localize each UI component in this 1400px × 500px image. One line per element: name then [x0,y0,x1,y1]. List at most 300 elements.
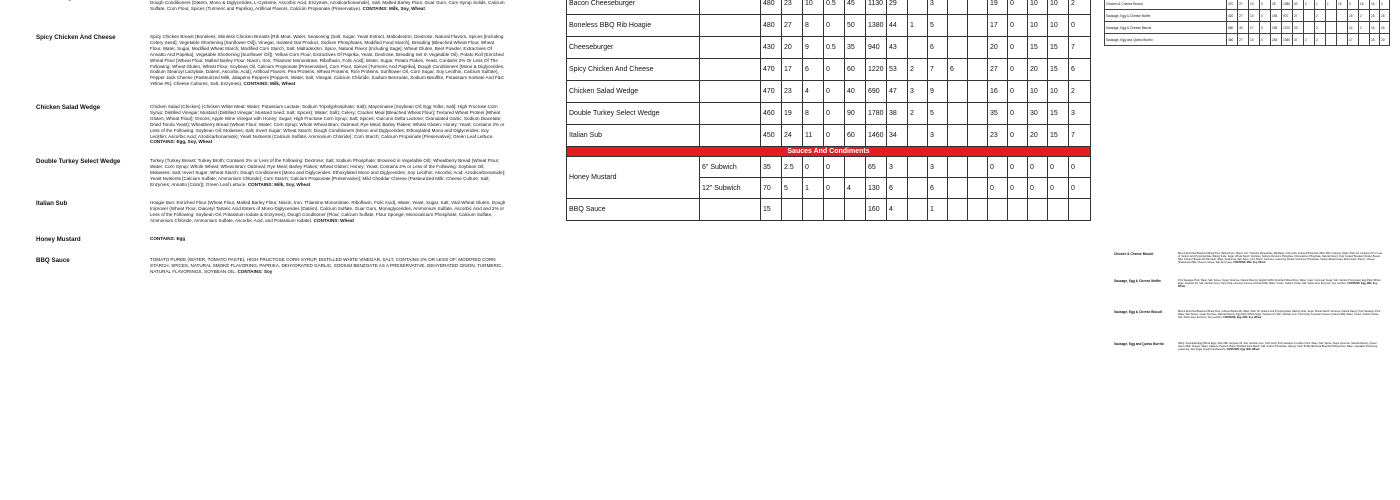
section-header: Sauces And Condiments [567,147,1091,157]
nutrient-value-cell: 35 [845,37,866,59]
nutrient-value-cell: 0 [1048,157,1069,178]
nutrient-value-cell: 17 [988,15,1008,37]
nutrient-value-cell [948,178,968,199]
nutrient-value-cell: 9 [928,81,948,103]
nutrient-value-cell [968,103,988,125]
menu-item-row [567,103,1091,125]
nutrient-value-cell: 10 [1028,15,1048,37]
nutrient-value-cell: 690 [866,81,887,103]
nutrient-value-cell: 3 [928,125,948,147]
nutrient-value-cell: 0 [1008,178,1028,199]
thumbnail-row [1105,10,1390,22]
nutrient-value-cell: 8 [803,103,824,125]
thumbnail-value-cell [1359,34,1370,46]
menu-item-row [567,15,1091,37]
nutrient-value-cell [948,199,968,221]
nutrient-value-cell [968,81,988,103]
nutrient-value-cell [908,37,928,59]
nutrient-value-cell: 6 [887,178,908,199]
nutrient-value-cell [948,15,968,37]
nutrient-value-cell: 3 [1069,103,1091,125]
nutrient-value-cell: 0 [988,157,1008,178]
ingredient-item-name: Italian Sub [36,200,68,207]
thumbnail-value-cell: 1380 [1282,0,1293,10]
thumbnail-value-cell: 1370 [1282,22,1293,34]
thumbnail-value-cell: 14 [1348,22,1359,34]
thumbnail-value-cell: 970 [1282,10,1293,22]
nutrient-value-cell: 29 [887,0,908,15]
nutrient-value-cell: 40 [845,81,866,103]
nutrient-value-cell [968,125,988,147]
ingredient-list: Hoagie Bun: Enriched Flour (Wheat Flour, Malted Barley Flour, Niacin, Iron, Thiamine Mononitrate, Riboflavin, Folic Acid), Water, Yeast, Sugar, Salt, Vital Wheat Gluten, Dough Improver (Wheat Flour, Diacetyl Tartaric Acid Esters of Mono-Diglycerides (Datem), Calcium Sulfate, Guar Gum, Monoglycerides, Ammonium Sulfate, Ascorbic Acid and 2% or Less of the Following: Soybean Oil, Potassium Iodate & Enzymes), Dough Conditioner (Flour, Calcium Sulfate, Flour Sponge, Monocalcium Phosphate, Calcium Sulfate, Ammonium Chloride, Ammonium Sulfate, Ascorbic Acid, and Potassium Iodate). [150,200,506,223]
thumbnail-ingredient-list: Biscuit (Enriched Bleached Wheat Flour (Wheat Flour, Niacin, Iron, Thiamine Mononitrate, Riboflavin, Folic Acid), Cultured Buttermilk (Skim Milk, Cultures), Water, Palm Oil, Contains 2% or Less of: Sodium Acid Pyrophosphate, Baking Soda, Sugar, Wheat Starch, Dextrose, Sodium Aluminum Phosphate, Monocalcium Phosphate, Natural Flavor), Fully Cooked Breaded Chicken Breast Fillet (Chicken Breast with Rib Meat, Water, Seasoning, Salt, Spice, Corn Starch, Dextrose, Leavening (Sodium Aluminum Phosphate, Sodium Bicarbonate), Dried Garlic, Flavor), Cheese (Pasteurized Milk, Cheese Culture, Salt, Enzymes). [1178,252,1383,265]
thumbnail-item-name: Chicken & Cheese Biscuit [1105,0,1227,10]
nutrient-value-cell: 15 [1048,125,1069,147]
menu-item-row [567,81,1091,103]
nutrient-value-cell: 23 [782,0,803,15]
menu-item-name: Chicken Salad Wedge [567,81,700,103]
nutrient-value-cell: 0 [1028,178,1048,199]
nutrient-value-cell: 7 [1069,37,1091,59]
nutrient-value-cell: 43 [887,37,908,59]
nutrient-value-cell: 15 [1048,103,1069,125]
thumbnail-value-cell: 2 [1304,0,1315,10]
nutrient-value-cell: 7 [1069,125,1091,147]
thumbnail-value-cell: 2 [1304,34,1315,46]
nutrient-value-cell: 1130 [866,0,887,15]
thumbnail-value-cell: 470 [1227,0,1238,10]
nutrient-value-cell: 23 [988,125,1008,147]
thumbnail-value-cell: 15 [1359,0,1370,10]
ingredient-item-text [150,200,506,224]
nutrient-value-cell [988,199,1008,221]
thumbnail-value-cell: 15 [1370,22,1380,34]
menu-item-name: Cheeseburger [567,37,700,59]
nutrient-value-cell: 6 [928,37,948,59]
thumbnail-value-cell [1337,34,1348,46]
nutrient-value-cell: 0 [824,125,845,147]
thumbnail-value-cell: 155 [1271,10,1282,22]
nutrient-value-cell [948,125,968,147]
thumbnail-value-cell: 2 [1315,10,1326,22]
nutrient-value-cell: 0 [824,157,845,178]
allergen-contains: CONTAINS: Wheat [313,217,354,223]
serving-size-cell [700,37,761,59]
thumbnail-value-cell [1326,34,1337,46]
ingredient-item-name: Honey Mustard [36,236,81,243]
serving-size-cell [700,125,761,147]
nutrient-value-cell: 0 [1069,15,1091,37]
thumbnail-value-cell: 0 [1348,0,1359,10]
nutrient-value-cell: 1 [908,15,928,37]
nutrient-value-cell: 11 [803,125,824,147]
menu-item-row [567,125,1091,147]
thumbnail-value-cell: 15 [1370,10,1380,22]
nutrient-value-cell: 70 [761,178,782,199]
thumbnail-value-cell: 0 [1260,22,1271,34]
nutrient-value-cell: 8 [803,15,824,37]
thumbnail-value-cell: 155 [1271,22,1282,34]
thumbnail-value-cell: 27 [1238,0,1249,10]
thumbnail-value-cell: 15 [1370,34,1380,46]
nutrient-value-cell: 0 [1008,157,1028,178]
thumbnail-value-cell: 15 [1337,0,1348,10]
nutrient-value-cell: 30 [1028,103,1048,125]
nutrient-value-cell: 2.5 [782,157,803,178]
menu-item-name: BBQ Sauce [567,199,700,221]
nutrient-value-cell: 10 [1048,0,1069,15]
nutrient-value-cell [968,59,988,81]
ingredient-list: Chicken Salad (Chicken) (Chicken White Meat; Water; Potassium Lactate; Sodium Tripolyphosphate; Salt); Mayonnaise [Soybean Oil; Egg Yolks; Salt]; High Fructose Corn Syrup; Distilled Vinegar; Mustard (Distilled Vinegar; Mustard Seed; Salt; Spices); Water; Salt); Celery; Cracker Meal [Bleached Wheat Flour]; Textured Wheat Protein [Wheat Gluten; Wheat Flour]; Onions; Apple Wine Vinegar with Honey; Sugar; High Fructose Corn Syrup; Salt; Spices; Gulcono Delta Lactone; Granulated Garlic; Sodium Diacetate; Dried Torula Yeast); Wheatberry Bread (Wheat Flour; Water; Corn Syrup; Whole Wheat Bran; Oatmeal; Rye Meal; Barley Flakes; Wheat Gluten; Honey; Yeast; Contains 2% or Less of the Following: Soybean Oil; Molasses; Salt; Invert Sugar; Wheat Starch; Dough Conditioners (Mono and Diglycerides; Ethoxylated Mono and Diglycerides; Soy Lecithin; Ascorbic Acid; Azodicarbonamide); Yeast Nutrients (Calcium Sulfate; Ammonium Chloride); Corn Starch; Calcium Propionate [Preservative]; Green Leaf Lettuce. [150,104,505,139]
nutrient-value-cell: 450 [761,125,782,147]
thumbnail-value-cell: 550 [1227,22,1238,34]
serving-size-cell [700,199,761,221]
menu-item-name: Italian Sub [567,125,700,147]
nutrient-value-cell: 90 [845,103,866,125]
nutrient-value-cell: 1220 [866,59,887,81]
nutrient-value-cell: 430 [761,37,782,59]
nutrient-value-cell: 4 [845,178,866,199]
ingredient-item-text [150,236,506,242]
nutrient-value-cell: 1780 [866,103,887,125]
serving-size-cell [700,0,761,15]
nutrient-value-cell [1069,199,1091,221]
thumbnail-ingredient-list: Biscuit (Enriched Bleached Wheat Flour, Cultured Buttermilk, Water, Palm Oil, Sodium Acid Pyrophosphate, Baking Soda, Sugar, Wheat Starch, Dextrose, Natural Flavor), Pork Sausage (Pork, Water, Salt, Spices, Sugar, Dextrose, Natural Flavors), Egg Patty (Whole Eggs, Soybean Oil, Salt, Xanthan Gum, Citric Acid), American Cheese (Cultured Milk, Water, Cream, Sodium Citrate, Salt, Sorbic Acid, Enzymes, Soy Lecithin). [1178,310,1381,320]
nutrient-value-cell: 0 [824,103,845,125]
thumbnail-value-cell: 27 [1238,10,1249,22]
nutrient-value-cell: 16 [988,81,1008,103]
thumbnail-value-cell: 1360 [1282,34,1293,46]
ingredient-item-text [150,158,506,188]
nutrient-value-cell: 44 [887,15,908,37]
nutrient-value-cell: 53 [887,59,908,81]
thumbnail-ingredient-name: Sausage, Egg and Queso Burrito [1114,342,1164,346]
nutrient-value-cell [948,103,968,125]
nutrient-value-cell: 0 [1008,15,1028,37]
nutrient-value-cell: 0 [824,59,845,81]
thumbnail-allergen-contains: CONTAINS: Milk, Soy, Wheat [1233,261,1266,265]
nutrient-value-cell: 0 [1069,157,1091,178]
serving-size-cell: 6" Subwich [700,157,761,178]
nutrient-value-cell: 60 [845,125,866,147]
thumbnail-ingredient-list: Filling: Scrambled Egg (Whole Eggs, Skim Milk, Soybean Oil, Salt, Xanthan Gum, Citric Acid), Pork Sausage Crumbles (Pork, Water, Salt, Spices, Sugar, Dextrose, Natural Flavors), Queso Sauce (Milk, Cheese, Water, Jalapeno Peppers, Butter, Modified Food Starch, Salt, Sodium Phosphate, Spices), Flour Tortilla (Enriched Bleached Wheat Flour, Water, Vegetable Shortening, Leavening, Salt, Sugar, Dough Conditioners). [1178,342,1378,352]
thumbnail-value-cell: 420 [1227,10,1238,22]
thumbnail-value-cell: 17 [1348,34,1359,46]
nutrient-value-cell: 0 [1008,59,1028,81]
nutrient-value-cell: 5 [928,15,948,37]
nutrient-value-cell [948,0,968,15]
nutrient-value-cell: 15 [1048,37,1069,59]
nutrient-value-cell: 0 [1008,103,1028,125]
nutrient-value-cell: 2 [908,59,928,81]
thumbnail-value-cell: 15 [1380,10,1390,22]
thumbnail-value-cell: 0 [1260,10,1271,22]
nutrient-value-cell: 470 [761,59,782,81]
nutrient-value-cell: 17 [782,59,803,81]
thumbnail-value-cell: 15 [1380,22,1390,34]
thumbnail-allergen-contains: CONTAINS: Egg, Milk, Soy, Wheat [1178,282,1378,289]
thumbnail-value-cell: 0 [1260,34,1271,46]
thumbnail-nutrition-table [1104,0,1390,46]
menu-item-row [567,59,1091,81]
nutrient-value-cell [968,178,988,199]
nutrient-value-cell [803,199,824,221]
nutrient-value-cell: 0.5 [824,0,845,15]
nutrient-value-cell: 0.5 [824,37,845,59]
nutrient-value-cell [782,199,803,221]
thumbnail-row [1105,22,1390,34]
thumbnail-ingredient-name: Chicken & Cheese Biscuit [1114,252,1154,256]
nutrient-value-cell [908,0,928,15]
serving-size-cell [700,103,761,125]
nutrient-value-cell: 10 [1028,0,1048,15]
menu-item-name: Honey Mustard [567,157,700,199]
nutrient-value-cell: 9 [803,37,824,59]
nutrient-value-cell: 24 [782,125,803,147]
serving-size-cell: 12" Subwich [700,178,761,199]
ingredient-list: Turkey (Turkey Breast; Turkey Broth; Contains 2% or Less of the Following: Dextrose; Salt; Sodium Phosphate; Browned in Vegetable Oil); Wheatberry Bread (Wheat Flour; Water; Corn Syrup; Whole Wheat; Wheat Bran; Oatmeal; Rye Meal; Barley Flakes; Wheat Gluten; Honey; Yeast; Contains 2% or Less of the Following: Soybean Oil; Molasses; Salt; Invert Sugar; Wheat Starch; Dough Conditioners [Mono and Diglycerides; Ethoxylated Mono and Diglycerides; Soy Lecithin; Ascorbic Acid; Azodicarbonamide]; Yeast Nutrients [Calcium Sulfate; Ammonium Chloride]; Corn Starch; Calcium Propionate [Preservative]; Mild Cheddar Cheese (Pasteurized Milk; Cheese Culture; Salt; Enzymes; Annatto [Color]); Green Leaf Lettuce. [150,158,506,187]
nutrient-value-cell: 480 [761,15,782,37]
nutrient-value-cell: 0 [824,15,845,37]
nutrient-value-cell: 0 [1008,125,1028,147]
thumbnail-row [1105,34,1390,46]
nutrient-value-cell: 0 [1069,178,1091,199]
nutrient-value-cell: 2 [908,103,928,125]
nutrient-value-cell: 4 [803,81,824,103]
nutrient-value-cell [845,199,866,221]
thumbnail-value-cell: 40 [1238,22,1249,34]
nutrient-value-cell: 65 [866,157,887,178]
nutrient-value-cell: 3 [928,0,948,15]
nutrient-value-cell: 0 [824,81,845,103]
nutrient-value-cell: 47 [887,81,908,103]
thumbnail-value-cell: 0 [1260,0,1271,10]
thumbnail-ingredient-text [1178,252,1384,264]
allergen-contains: CONTAINS: Milk, Soy, Wheat [362,5,425,11]
nutrient-value-cell [968,15,988,37]
nutrient-value-cell: 27 [782,15,803,37]
menu-item-name: Boneless BBQ Rib Hoagie [567,15,700,37]
nutrient-value-cell: 3 [928,157,948,178]
nutrient-value-cell: 27 [988,59,1008,81]
allergen-contains: CONTAINS: Milk, Soy, Wheat [247,181,311,187]
nutrient-value-cell: 6 [1069,59,1091,81]
nutrient-value-cell: 5 [928,103,948,125]
thumbnail-ingredient-name: Sausage, Egg & Cheese Biscuit [1114,310,1162,314]
menu-item-row [567,0,1091,15]
nutrient-value-cell: 5 [782,178,803,199]
ingredient-item-name: BBQ Sauce [36,257,70,264]
thumbnail-value-cell: 37 [1293,34,1304,46]
thumbnail-value-cell: 27 [1293,10,1304,22]
serving-size-cell [700,81,761,103]
thumbnail-value-cell: 15 [1348,10,1359,22]
nutrient-value-cell: 10 [803,0,824,15]
nutrient-value-cell: 45 [845,0,866,15]
nutrient-value-cell: 160 [866,199,887,221]
ingredient-item-name: Spicy Chicken And Cheese [36,34,116,41]
nutrient-value-cell [968,37,988,59]
nutrient-value-cell [968,157,988,178]
menu-item-name: Double Turkey Select Wedge [567,103,700,125]
nutrient-value-cell [968,0,988,15]
thumbnail-value-cell: 460 [1227,34,1238,46]
thumbnail-value-cell: 2 [1315,34,1326,46]
serving-size-cell [700,59,761,81]
ingredient-item-name [36,0,148,1]
thumbnail-value-cell [1326,10,1337,22]
nutrient-value-cell [1048,199,1069,221]
thumbnail-value-cell: 13 [1249,0,1260,10]
nutrient-value-cell: 470 [761,81,782,103]
ingredient-item-text [150,257,506,275]
ingredient-item-text [150,0,506,12]
thumbnail-allergen-contains: CONTAINS: Egg, Milk, Wheat [1226,348,1260,352]
nutrient-value-cell: 10 [1048,15,1069,37]
nutrient-value-cell [908,125,928,147]
section-header-row [567,147,1091,157]
nutrient-value-cell: 6 [803,59,824,81]
nutrient-value-cell: 15 [1048,59,1069,81]
menu-item-name: Bacon Cheeseburger [567,0,700,15]
nutrient-value-cell: 0 [1008,37,1028,59]
nutrition-table [566,0,1091,221]
nutrient-value-cell: 34 [887,125,908,147]
thumbnail-value-cell: 25 [1271,0,1282,10]
thumbnail-ingredient-text [1178,279,1384,288]
thumbnail-value-cell: 2 [1315,22,1326,34]
nutrient-value-cell: 1 [803,178,824,199]
nutrient-value-cell: 460 [761,103,782,125]
nutrient-value-cell: 480 [761,0,782,15]
nutrient-value-cell: 20 [988,37,1008,59]
nutrient-value-cell [845,157,866,178]
thumbnail-value-cell: 20 [1380,34,1390,46]
nutrient-value-cell: 20 [782,37,803,59]
nutrient-value-cell: 19 [988,0,1008,15]
thumbnail-ingredient-name: Sausage, Egg & Cheese Muffin [1114,279,1161,283]
nutrient-value-cell: 940 [866,37,887,59]
thumbnail-value-cell: 245 [1271,34,1282,46]
nutrient-value-cell: 35 [988,103,1008,125]
nutrient-value-cell: 19 [782,103,803,125]
ingredient-item-name: Chicken Salad Wedge [36,104,101,111]
ingredient-item-text [150,104,506,145]
nutrient-value-cell: 35 [761,157,782,178]
nutrient-value-cell: 4 [887,199,908,221]
nutrient-value-cell: 0 [1048,178,1069,199]
nutrient-value-cell: 6 [948,59,968,81]
nutrient-value-cell: 0 [988,178,1008,199]
allergen-contains: CONTAINS: Egg [150,236,186,241]
nutrient-value-cell [908,178,928,199]
nutrient-value-cell: 2 [1069,0,1091,15]
nutrient-value-cell [908,199,928,221]
nutrient-value-cell [948,157,968,178]
menu-item-row [567,157,1091,178]
nutrient-value-cell: 3 [887,157,908,178]
nutrient-value-cell [908,157,928,178]
nutrient-value-cell: 0 [1008,0,1028,15]
nutrient-value-cell: 7 [928,59,948,81]
nutrient-value-cell: 15 [1028,37,1048,59]
thumbnail-value-cell [1326,22,1337,34]
menu-item-row [567,199,1091,221]
nutrient-value-cell: 130 [866,178,887,199]
thumbnail-value-cell: 1 [1326,0,1337,10]
allergen-contains: CONTAINS: Soy [237,268,273,274]
thumbnail-value-cell [1337,22,1348,34]
nutrient-value-cell: 1380 [866,15,887,37]
thumbnail-ingredient-text [1178,342,1384,351]
thumbnail-item-name: Sausage, Egg and Queso Burrito [1105,34,1227,46]
nutrient-value-cell: 6 [928,178,948,199]
thumbnail-value-cell: 15 [1370,0,1380,10]
nutrient-value-cell: 20 [1028,59,1048,81]
nutrient-value-cell: 10 [1048,81,1069,103]
ingredient-item-name: Double Turkey Select Wedge [36,158,121,165]
nutrient-value-cell [1028,199,1048,221]
thumbnail-item-name: Sausage, Egg & Cheese Biscuit [1105,22,1227,34]
nutrient-value-cell: 0 [1008,81,1028,103]
nutrient-value-cell: 15 [761,199,782,221]
ingredient-list: Dough Conditioners (Datem, Mono & Diglycerides, L-Cysteine, Ascorbic Acid, Enzymes, Azodicarbonamide), Salt, Malted Barley Flour, Guar Gum, Corn Syrup Solids, Calcium Sulfate, Corn Flour, Spices (Turmeric and Paprika), Artificial Flavors, Calcium Propionate (Preservative). [150,0,505,11]
nutrient-value-cell: 2 [1069,81,1091,103]
thumbnail-ingredient-text [1178,310,1384,319]
thumbnail-value-cell: 27 [1238,34,1249,46]
nutrient-value-cell: 10 [1028,81,1048,103]
nutrient-value-cell: 0 [824,178,845,199]
nutrient-value-cell [948,81,968,103]
nutrient-value-cell: 20 [1028,125,1048,147]
thumbnail-value-cell [1304,10,1315,22]
nutrient-value-cell: 0 [803,157,824,178]
thumbnail-value-cell: 33 [1293,22,1304,34]
thumbnail-value-cell: 10 [1249,34,1260,46]
menu-item-name: Spicy Chicken And Cheese [567,59,700,81]
nutrient-value-cell: 0 [1028,157,1048,178]
ingredient-item-text [150,34,506,87]
nutrient-value-cell [1008,199,1028,221]
thumbnail-value-cell: 40 [1293,0,1304,10]
serving-size-cell [700,15,761,37]
thumbnail-allergen-contains: CONTAINS: Egg, Milk, Soy, Wheat [1223,316,1262,320]
ingredient-list: TOMATO PUREE (WATER, TOMATO PASTE), HIGH FRUCTOSE CORN SYRUP, DISTILLED WHITE VINEGAR, SALT, CONTAINS 2% OR LESS OF: MODIFIED CORN STARCH, SPICES, NATURAL SMOKE FLAVORING, PAPRIKA, DEHYDRATED GARLIC, SODIUM BENZOATE AS A PRESERVATIVE, DEHYDRATED ONION, TURMERIC, NATURAL FLAVORINGS, SOYBEAN OIL. [150,257,503,274]
thumbnail-row [1105,0,1390,10]
nutrient-value-cell [968,199,988,221]
thumbnail-value-cell [1304,22,1315,34]
nutrient-value-cell: 1460 [866,125,887,147]
nutrient-value-cell: 3 [908,81,928,103]
thumbnail-value-cell: 2 [1380,0,1390,10]
nutrient-value-cell: 1 [928,199,948,221]
nutrient-value-cell [824,199,845,221]
nutrient-value-cell: 60 [845,59,866,81]
allergen-contains: CONTAINS: Milk, Wheat [243,81,296,87]
thumbnail-value-cell: 1 [1315,0,1326,10]
nutrient-value-cell: 38 [887,103,908,125]
thumbnail-ingredient-list: Pork Sausage (Pork, Water, Salt, Spices, Sugar, Dextrose, Natural Flavors), English Muffin (Enriched Wheat Flour, Water, Yeast, Cornmeal, Sugar, Salt, Calcium Propionate), Egg Patty (Whole Eggs, Soybean Oil, Salt, Xanthan Gum, Citric Acid), American Cheese (Cultured Milk, Water, Cream, Sodium Citrate, Salt, Sorbic Acid, Enzymes, Soy Lecithin). [1178,279,1381,286]
thumbnail-value-cell: 17 [1249,22,1260,34]
thumbnail-value-cell: 10 [1249,10,1260,22]
menu-item-row [567,37,1091,59]
nutrient-value-cell: 23 [782,81,803,103]
thumbnail-value-cell: 2 [1359,22,1370,34]
nutrient-value-cell [948,37,968,59]
allergen-contains: CONTAINS: Egg, Soy, Wheat [150,139,213,145]
thumbnail-value-cell: 2 [1359,10,1370,22]
thumbnail-value-cell [1337,10,1348,22]
